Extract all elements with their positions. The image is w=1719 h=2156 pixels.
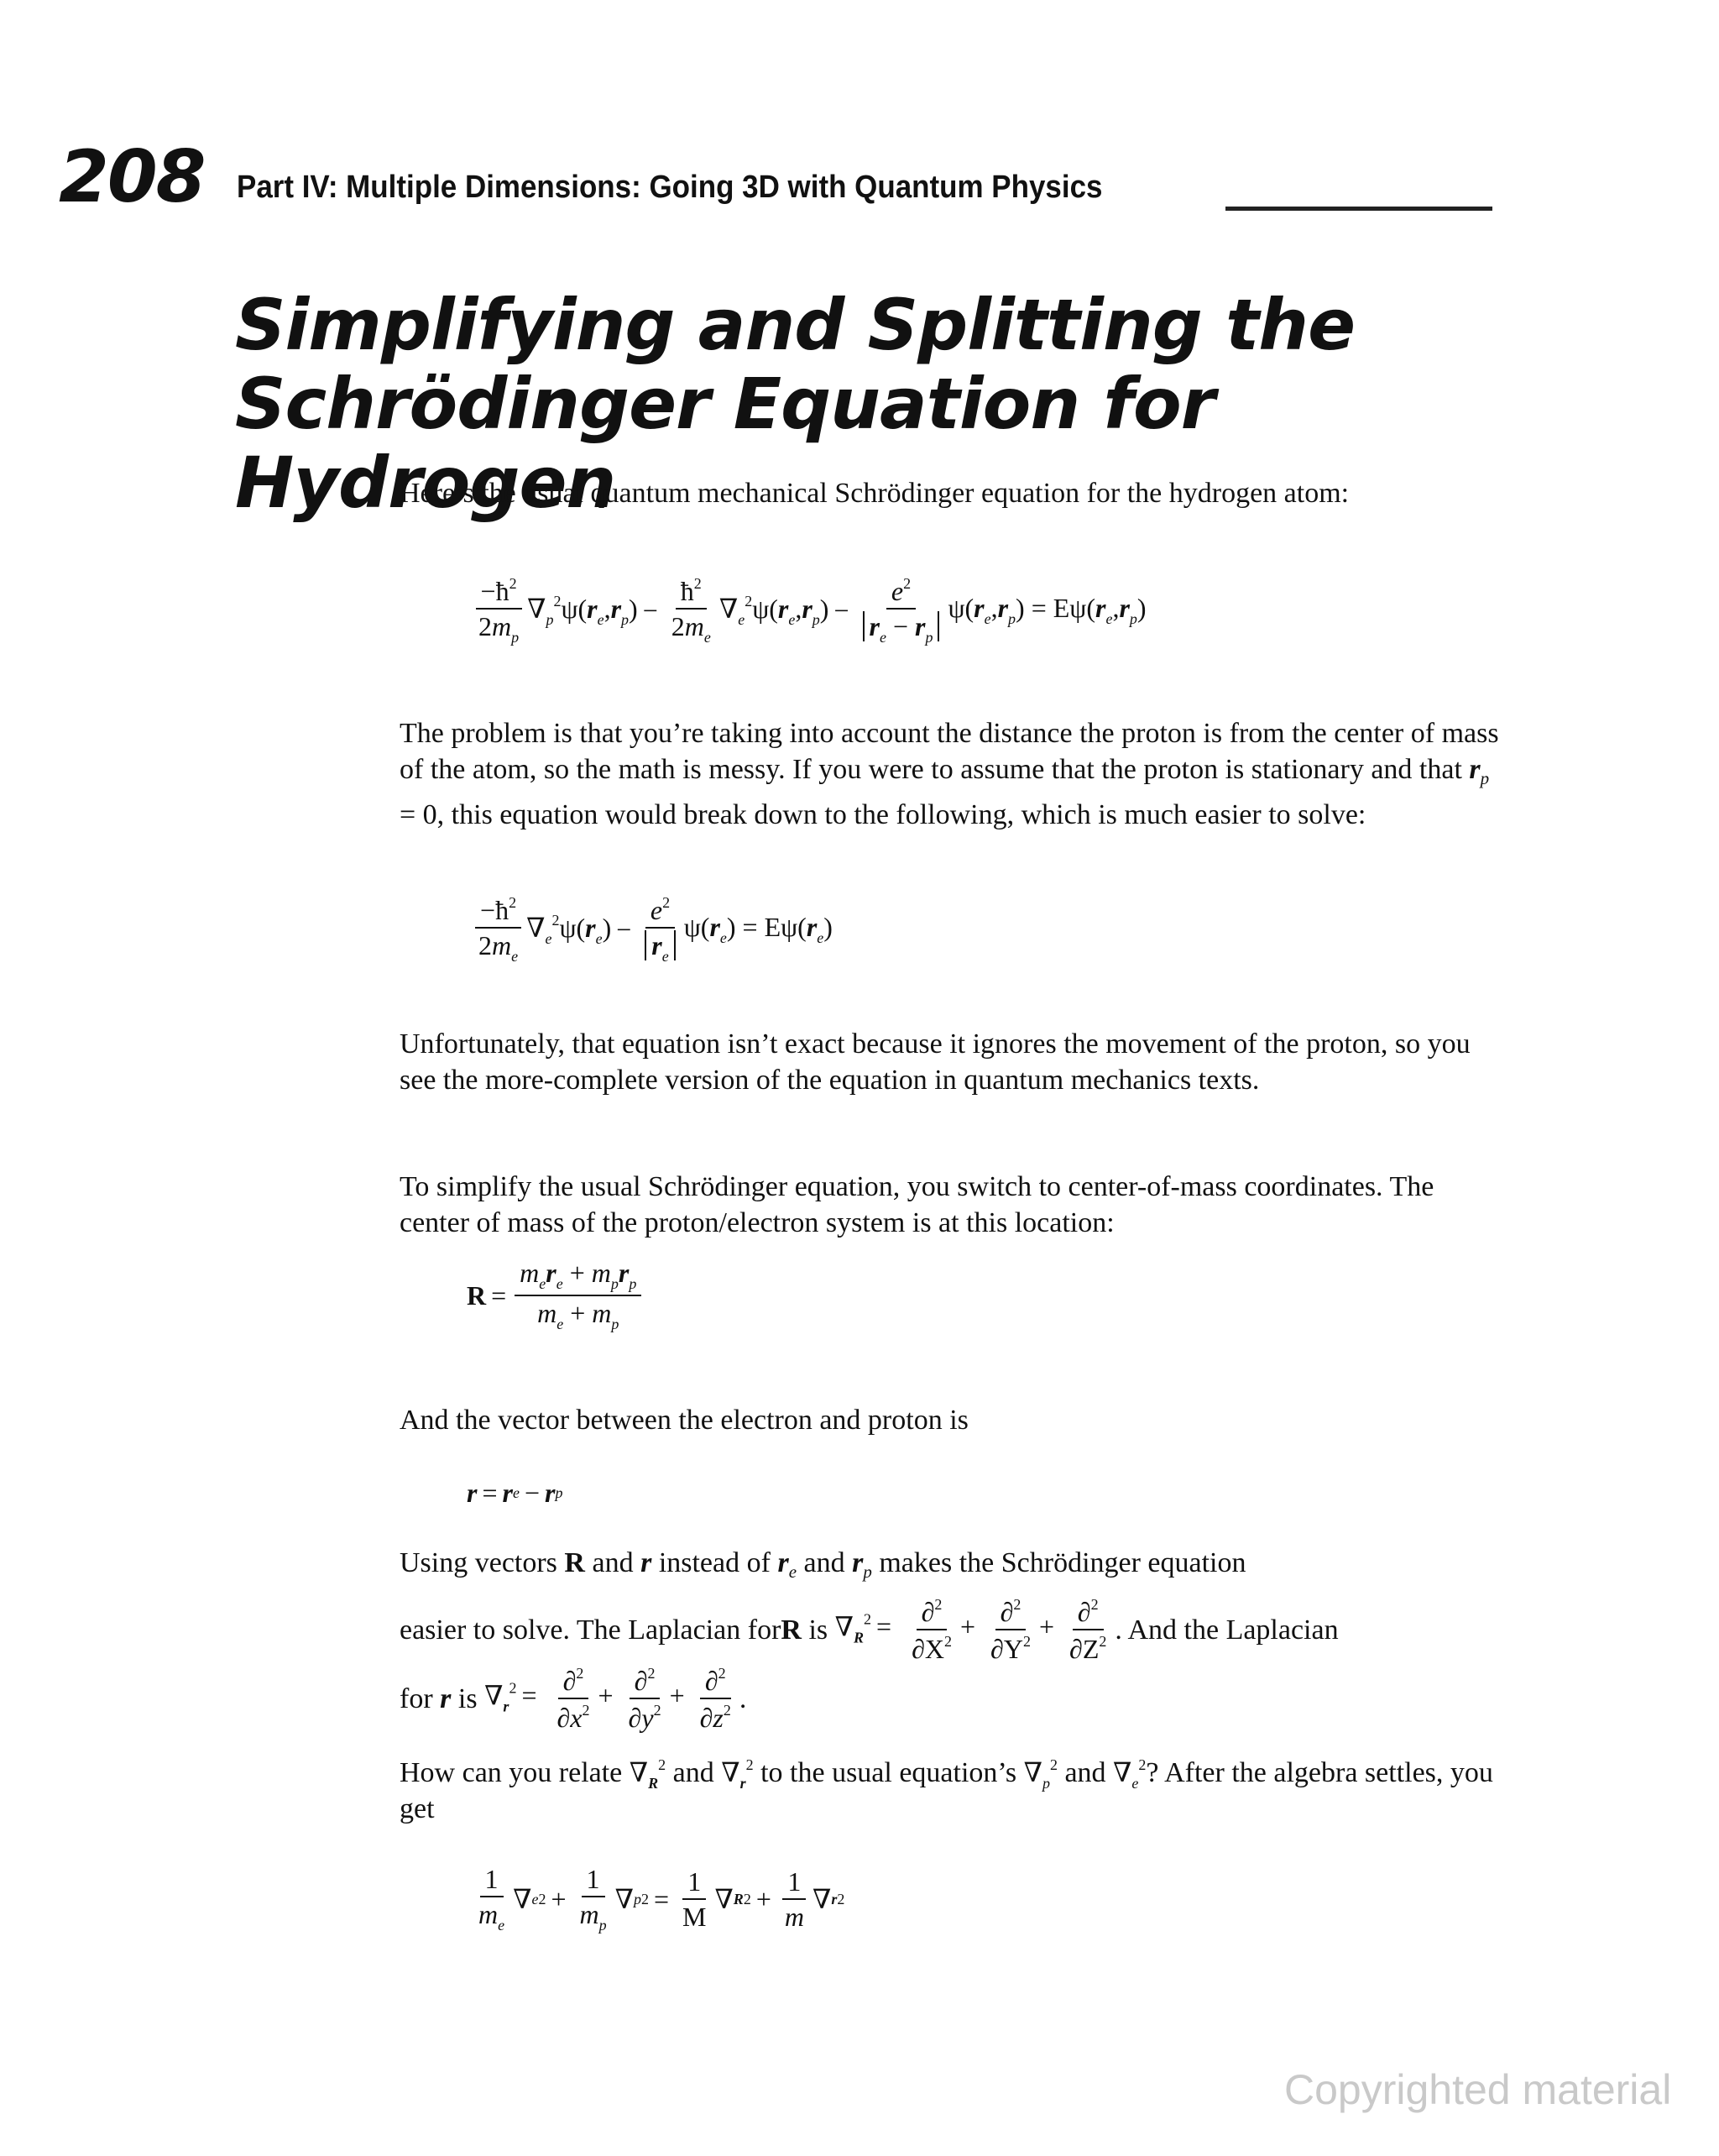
equation-relative-vector: r = r e − r p xyxy=(467,1478,563,1508)
text: and xyxy=(797,1547,853,1578)
text: is xyxy=(451,1682,485,1714)
section-title-line-2: Schrödinger Equation for Hydrogen xyxy=(235,363,1215,524)
text: and xyxy=(584,1547,641,1578)
var-re: r xyxy=(777,1547,789,1578)
paragraph-relate: How can you relate $\nabla_R^2$ and $\nabla_r^2$ to the usual equation’s $\nabla_p^2$ and $\nabla_e^2$? After the algebra settles, you get xyxy=(400,1756,1493,1824)
section-title-line-1: Simplifying and Splitting the xyxy=(235,284,1356,366)
text: and xyxy=(1057,1757,1114,1788)
var-r: r xyxy=(440,1682,452,1714)
var-R: R xyxy=(564,1547,585,1578)
text: and xyxy=(666,1757,722,1788)
laplacian-r: $\nabla_r^2$ = $\frac{\partial^2}{\partial x^2}$ + $\frac{\partial^2}{\partial y^2}$ + $\frac{\partial^2}{\partial z^2}$ xyxy=(484,1665,731,1733)
text: . xyxy=(739,1682,747,1714)
var-r: r xyxy=(1469,754,1481,785)
var-r: r xyxy=(640,1547,652,1578)
paragraph-laplacian xyxy=(400,1545,1499,1731)
text: . And the Laplacian xyxy=(1115,1614,1339,1646)
var-R: R xyxy=(781,1614,802,1646)
equation-simplified: $\frac{-ħ^2}{2m_e}$ $\nabla_e^2\psi(r_e)$ − $\frac{e^2}{r_e}$ $\psi(r_e) = E\psi(r_e)$ xyxy=(470,895,833,964)
paragraph-problem-text-a: The problem is that you’re taking into account the distance the proton is from the center of mass of the atom, so the math is messy. If you were to assume that the proton is stationary and that xyxy=(400,718,1499,785)
paragraph-intro: Here’s the usual quantum mechanical Schrödinger equation for the hydrogen atom: xyxy=(400,478,1350,509)
var-rp: r xyxy=(852,1547,864,1578)
paragraph-problem xyxy=(400,715,1499,833)
text: makes the Schrödinger equation xyxy=(871,1547,1246,1578)
var-r-sub: p xyxy=(1480,768,1490,788)
running-title: Part IV: Multiple Dimensions: Going 3D with Quantum Physics xyxy=(237,170,1103,205)
paragraph-unfortunately: Unfortunately, that equation isn’t exact because it ignores the movement of the proton, so you see the more-complete version of the equation in quantum mechanics texts. xyxy=(400,1028,1471,1096)
sub: p xyxy=(863,1562,872,1582)
sub: e xyxy=(788,1562,797,1582)
text: is xyxy=(801,1614,835,1646)
text: ? After the algebra settles, you get xyxy=(400,1757,1493,1824)
equation-hydrogen-full: $\frac{-ħ^2}{2m_p}$ $\nabla_p^2\psi(r_e,r_p)$ − $\frac{ħ^2}{2m_e}$ $\nabla_e^2\psi(r_e,r_p)$ − $\frac{e^2}{r_e - r_p}$ $\psi(r_e,r_p) = E\psi(r_e,r_p)$ xyxy=(470,576,1147,645)
paragraph-problem-text-b: = 0, this equation would break down to the following, which is much easier to solve: xyxy=(400,799,1366,830)
equation-laplacian-relation: $\frac{1}{m_e}$ ∇ e 2 + $\frac{1}{m_p}$ ∇ p 2 = $\frac{1}{M}$ ∇ R 2 + $\frac{1}{m}$ ∇ r 2 xyxy=(478,1864,845,1934)
paragraph-laplacian-line-3 xyxy=(400,1666,1499,1731)
paragraph-vector: And the vector between the electron and proton is xyxy=(400,1405,969,1436)
paragraph-center-of-mass: To simplify the usual Schrödinger equation, you switch to center-of-mass coordinates. The center of mass of the proton/electron system is at this location: xyxy=(400,1171,1434,1238)
copyright-watermark: Copyrighted material xyxy=(1284,2066,1672,2113)
text: to the usual equation’s xyxy=(753,1757,1024,1788)
paragraph-laplacian-line-2 xyxy=(400,1597,1499,1662)
paragraph-laplacian-line-1 xyxy=(400,1545,1499,1590)
laplacian-R: $\nabla_R^2$ = $\frac{\partial^2}{\partial X^2}$ + $\frac{\partial^2}{\partial Y^2}$ + $\frac{\partial^2}{\partial Z^2}$ xyxy=(834,1596,1107,1664)
text: instead of xyxy=(651,1547,778,1578)
page-number: 208 xyxy=(59,135,205,219)
text: How can you relate xyxy=(400,1757,630,1788)
text: Using vectors xyxy=(400,1547,565,1578)
header-rule xyxy=(1225,207,1492,211)
equation-center-of-mass: R = $\frac{m_er_e + m_pr_p}{m_e + m_p}$ xyxy=(467,1259,645,1332)
text: for xyxy=(400,1682,441,1714)
text: easier to solve. The Laplacian for xyxy=(400,1614,781,1646)
